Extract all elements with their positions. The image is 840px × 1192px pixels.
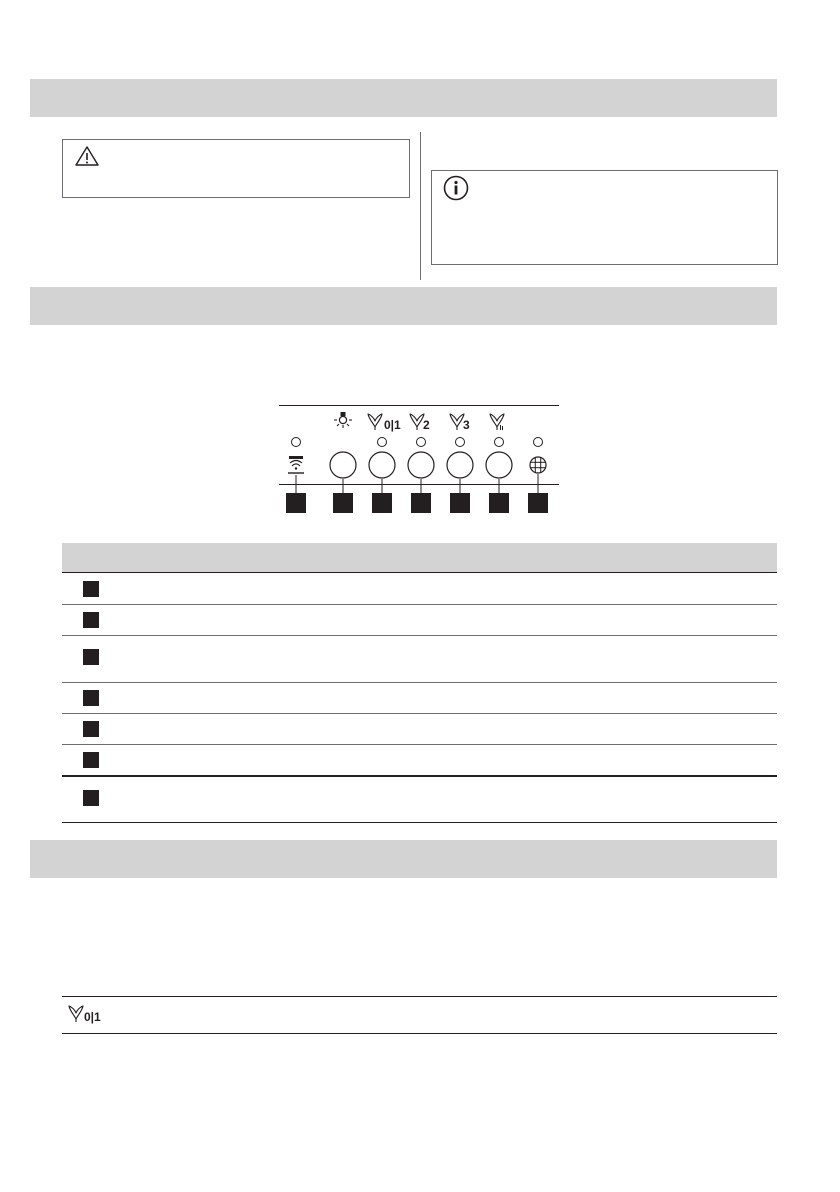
row-marker bbox=[83, 581, 99, 597]
wifi-hob2hood-icon bbox=[288, 456, 304, 473]
section-header-bar-1 bbox=[30, 79, 777, 117]
fan-speed-3-suffix: 3 bbox=[463, 418, 470, 432]
fan-on-off-icon bbox=[368, 414, 382, 430]
table-rule bbox=[62, 822, 777, 823]
fan-speed-2-icon bbox=[410, 414, 424, 430]
table-row bbox=[62, 683, 777, 713]
row-marker bbox=[83, 649, 99, 665]
table-row bbox=[62, 636, 777, 682]
callout-markers bbox=[286, 474, 548, 513]
row-marker bbox=[83, 690, 99, 706]
light-bulb-icon bbox=[334, 412, 352, 428]
section-header-bar-3 bbox=[30, 840, 777, 878]
row-marker bbox=[83, 721, 99, 737]
symbol-table-bottom-rule bbox=[62, 1033, 777, 1034]
function-table bbox=[62, 543, 777, 823]
indicator-leds bbox=[292, 438, 543, 447]
filter-grid-icon bbox=[530, 457, 546, 473]
table-row bbox=[62, 605, 777, 635]
row-marker bbox=[83, 752, 99, 768]
symbol-table-row bbox=[62, 997, 777, 1033]
fan-intensive-icon bbox=[490, 414, 504, 430]
info-icon bbox=[443, 175, 469, 201]
section-header-bar-2 bbox=[30, 287, 777, 325]
control-panel-diagram bbox=[279, 405, 560, 517]
fan-on-off-suffix: 0|1 bbox=[384, 418, 401, 432]
info-box bbox=[431, 170, 778, 265]
fan-on-off-suffix: 0|1 bbox=[84, 1010, 101, 1024]
fan-on-off-icon bbox=[66, 1003, 86, 1025]
column-divider bbox=[420, 132, 421, 280]
fan-speed-2-suffix: 2 bbox=[423, 418, 430, 432]
control-buttons bbox=[330, 452, 512, 478]
table-row bbox=[62, 573, 777, 604]
table-row bbox=[62, 745, 777, 775]
row-marker bbox=[83, 790, 99, 806]
row-marker bbox=[83, 612, 99, 628]
table-row bbox=[62, 777, 777, 822]
fan-speed-3-icon bbox=[450, 414, 464, 430]
table-header bbox=[62, 543, 777, 572]
table-row bbox=[62, 714, 777, 744]
warning-box bbox=[62, 139, 410, 198]
warning-triangle-icon bbox=[75, 146, 99, 166]
